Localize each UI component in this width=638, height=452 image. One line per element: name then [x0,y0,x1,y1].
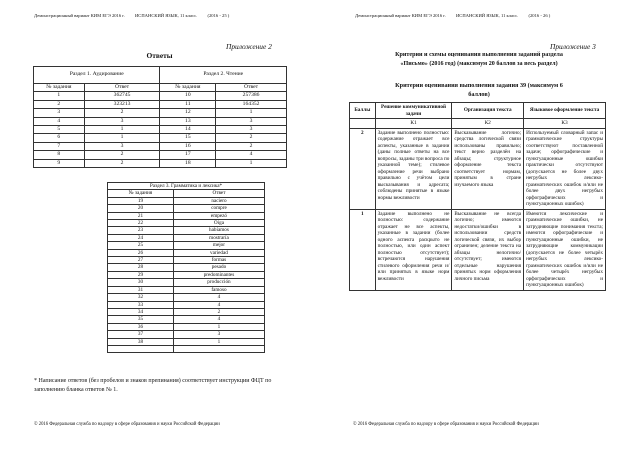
table-row [108,331,265,338]
table-cell: 27 [108,257,174,264]
table-cell: 1 [84,134,160,142]
table-header-row [34,84,287,92]
table-row [108,220,265,227]
table-cell: 2 [216,134,287,142]
score-cell: 2 [350,128,376,209]
table-cell: 8 [34,151,85,159]
table-row [108,286,265,293]
answers-table [33,66,287,168]
column-header-k3: Языковое оформление текста [524,103,606,119]
table-row [108,197,265,204]
table-cell: 30 [108,279,174,286]
k2-cell: Высказывание логично; средства логической связи использованы правильно; текст верно разделён на абзацы; структурное оформление текста соответствует нормам, принятым в стране изучаемого языка [452,128,524,209]
table-cell: 257386 [216,92,287,100]
table-row [108,279,265,286]
table-header-row [108,190,265,197]
table-cell: 2 [84,159,160,167]
criteria-code: К2 [452,119,524,129]
table-cell: 1 [216,109,287,117]
header-subject: ИСПАНСКИЙ ЯЗЫК, 11 класс. [134,13,198,18]
table-cell: 33 [108,301,174,308]
table-cell: 31 [108,286,174,293]
column-header: Ответ [216,84,287,92]
table-row [108,271,265,278]
table-cell: 21 [108,212,174,219]
table-cell: 26 [108,249,174,256]
column-header: № задания [108,190,174,197]
header-page-number: (2016 - 26 ) [528,13,551,18]
table-cell: 3 [173,331,264,338]
table-cell: 1 [84,126,160,134]
table-row-empty [108,345,265,352]
k3-cell: Используемый словарный запас и грамматические структуры соответствуют поставленной задаче; орфографические и пунктуационные ошибки практически отсутствуют (допускается не более двух негрубых лексико-грамматических ошибок и/или не более двух негрубых орфографических и пунктуационных ошибок) [524,128,606,209]
criteria-code [350,119,376,129]
table-row [34,142,287,150]
table-cell: 4 [34,117,85,125]
column-header: № задания [34,84,85,92]
table-cell: 3 [216,126,287,134]
table-section-row [108,183,265,190]
table-cell: mejor [173,242,264,249]
table-cell: 38 [108,338,174,345]
criteria-row-1 [350,209,606,290]
table-cell: 24 [108,234,174,241]
criteria-table [349,102,606,291]
table-cell: producción [173,279,264,286]
table-cell: 4 [173,301,264,308]
header-page-number: (2016 - 25 ) [207,13,230,18]
table-cell: compre [173,205,264,212]
table-cell: 22 [108,220,174,227]
table-cell: 32 [108,294,174,301]
table-cell: 36 [108,323,174,330]
column-header-score: Баллы [350,103,376,119]
table-cell: 1 [34,92,85,100]
table-cell: naciеrо [173,197,264,204]
criteria-code: К3 [524,119,606,129]
table-cell: 4 [216,151,287,159]
table-cell: 164352 [216,100,287,108]
table-cell: 15 [160,134,216,142]
table-cell [108,345,174,352]
table-row [34,92,287,100]
header-subject: ИСПАНСКИЙ ЯЗЫК, 11 класс. [455,13,519,18]
section-header-reading: Раздел 2. Чтение [160,67,287,84]
table-header-row [350,103,606,119]
table-row [108,242,265,249]
table-cell: 2 [34,100,85,108]
section-header-grammar: Раздел 3. Грамматика и лексика* [108,183,265,190]
page-header [34,13,238,18]
table-cell: 29 [108,271,174,278]
column-header: Ответ [84,84,160,92]
table-cell: 20 [108,205,174,212]
table-cell: 9 [34,159,85,167]
table-row [108,212,265,219]
table-cell: mostraría [173,234,264,241]
header-variant: Демонстрационный вариант КИМ ЕГЭ 2016 г. [355,13,446,18]
table-row [108,264,265,271]
column-header-k2: Организация текста [452,103,524,119]
table-cell: pesado [173,264,264,271]
table-subtitle: Критерии оценивания выполнения задания 39 (максимум 6 баллов) [395,82,563,98]
table-cell: 34 [108,308,174,315]
table-cell: 11 [160,100,216,108]
page-footer: © 2016 Федеральная служба по надзору в сфере образования и науки Российской Федерации [34,422,220,427]
table-cell: variedad [173,249,264,256]
table-row [108,257,265,264]
page-footer: © 2016 Федеральная служба по надзору в сфере образования и науки Российской Федерации [353,422,539,427]
appendix-label: Приложение 3 [550,42,596,51]
table-cell: 13 [160,117,216,125]
table-cell: predominantes [173,271,264,278]
table-cell: 7 [34,142,85,150]
appendix-label: Приложение 2 [226,42,272,51]
table-cell: 3 [216,117,287,125]
table-cell: 23 [108,227,174,234]
table-cell: 2 [84,109,160,117]
table-cell: 19 [108,197,174,204]
table-cell: 6 [34,134,85,142]
table-cell: 2 [84,151,160,159]
criteria-code-row [350,119,606,129]
k2-cell: Высказывание не всегда логично; имеются недостатки/ошибки в использовании средств логической связи, их выбор ограничен; деление текста на абзацы нелогично/отсутствует; имеются отдельные нарушения принятых норм оформления личного письма [452,209,524,290]
table-row [34,117,287,125]
table-cell: 4 [173,294,264,301]
table-cell: 3 [84,142,160,150]
column-header: Ответ [173,190,264,197]
table-cell: 35 [108,316,174,323]
table-row [34,126,287,134]
grammar-table [107,182,265,353]
table-row [34,109,287,117]
table-cell: 3 [84,117,160,125]
table-row [108,323,265,330]
table-row [108,316,265,323]
table-section-row [34,67,287,84]
score-cell: 1 [350,209,376,290]
header-variant: Демонстрационный вариант КИМ ЕГЭ 2016 г. [34,13,125,18]
table-row [108,301,265,308]
table-cell: 28 [108,264,174,271]
table-cell [173,345,264,352]
table-cell: 12 [160,109,216,117]
table-cell: habíamos [173,227,264,234]
page-header [355,13,559,18]
table-row [108,249,265,256]
table-cell: empezó [173,212,264,219]
table-cell: 17 [160,151,216,159]
table-cell: famoso [173,286,264,293]
table-cell: 1 [216,159,287,167]
right-page [319,0,638,452]
table-row [108,205,265,212]
table-cell: 1 [173,338,264,345]
table-row [108,308,265,315]
k1-cell: Задание выполнено полностью: содержание отражает все аспекты, указанные в задании (даны полные ответы на все вопросы, заданы три вопроса по указанной теме); стилевое оформление речи выбрано правильно с учётом цели высказывания и адресата; соблюдены принятые в языке нормы вежливости [375,128,452,209]
table-cell: 18 [160,159,216,167]
table-cell: 4 [173,316,264,323]
table-cell: 2 [216,142,287,150]
table-cell: 2 [173,308,264,315]
table-row [108,234,265,241]
table-row [34,159,287,167]
table-cell: 16 [160,142,216,150]
k1-cell: Задание выполнено не полностью: содержание отражает не все аспекты, указанные в задании (более одного аспекта раскрыто не полностью, или один аспект полностью отсутствует); встречаются нарушения стилевого оформления речи и/или принятых в языке норм вежливости [375,209,452,290]
table-row [34,134,287,142]
page-title: Критерии и схемы оценивания выполнения заданий раздела «Письмо» (2016 год) (максимум 20 баллов за весь раздел) [395,52,563,67]
table-cell: 362745 [84,92,160,100]
table-cell: formas [173,257,264,264]
table-row [108,294,265,301]
table-row [108,338,265,345]
criteria-code: К1 [375,119,452,129]
table-cell: 1 [173,323,264,330]
table-cell: 3 [34,109,85,117]
column-header-k1: Решение коммуникативной задачи [375,103,452,119]
page-title: Ответы [146,51,173,60]
table-cell: 14 [160,126,216,134]
table-cell: 5 [34,126,85,134]
section-header-listening: Раздел 1. Аудирование [34,67,160,84]
k3-cell: Имеются лексические и грамматические ошибки, не затрудняющие понимания текста; имеются орфографические и пунктуационные ошибки, не затрудняющие коммуникации (допускается не более четырёх негрубых лексико-грамматических ошибок и/или не более четырёх негрубых орфографических и пунктуационных ошибок) [524,209,606,290]
column-header: № задания [160,84,216,92]
table-cell: Oiga [173,220,264,227]
footnote: * Написание ответов (без пробелов и знаков препинания) соответствует инструкции ФЦТ по заполнению бланка ответов № 1. [34,378,272,393]
table-cell: 323213 [84,100,160,108]
criteria-row-2 [350,128,606,209]
table-row [34,100,287,108]
table-cell: 25 [108,242,174,249]
table-row [108,227,265,234]
table-row [34,151,287,159]
table-cell: 37 [108,331,174,338]
table-cell: 10 [160,92,216,100]
